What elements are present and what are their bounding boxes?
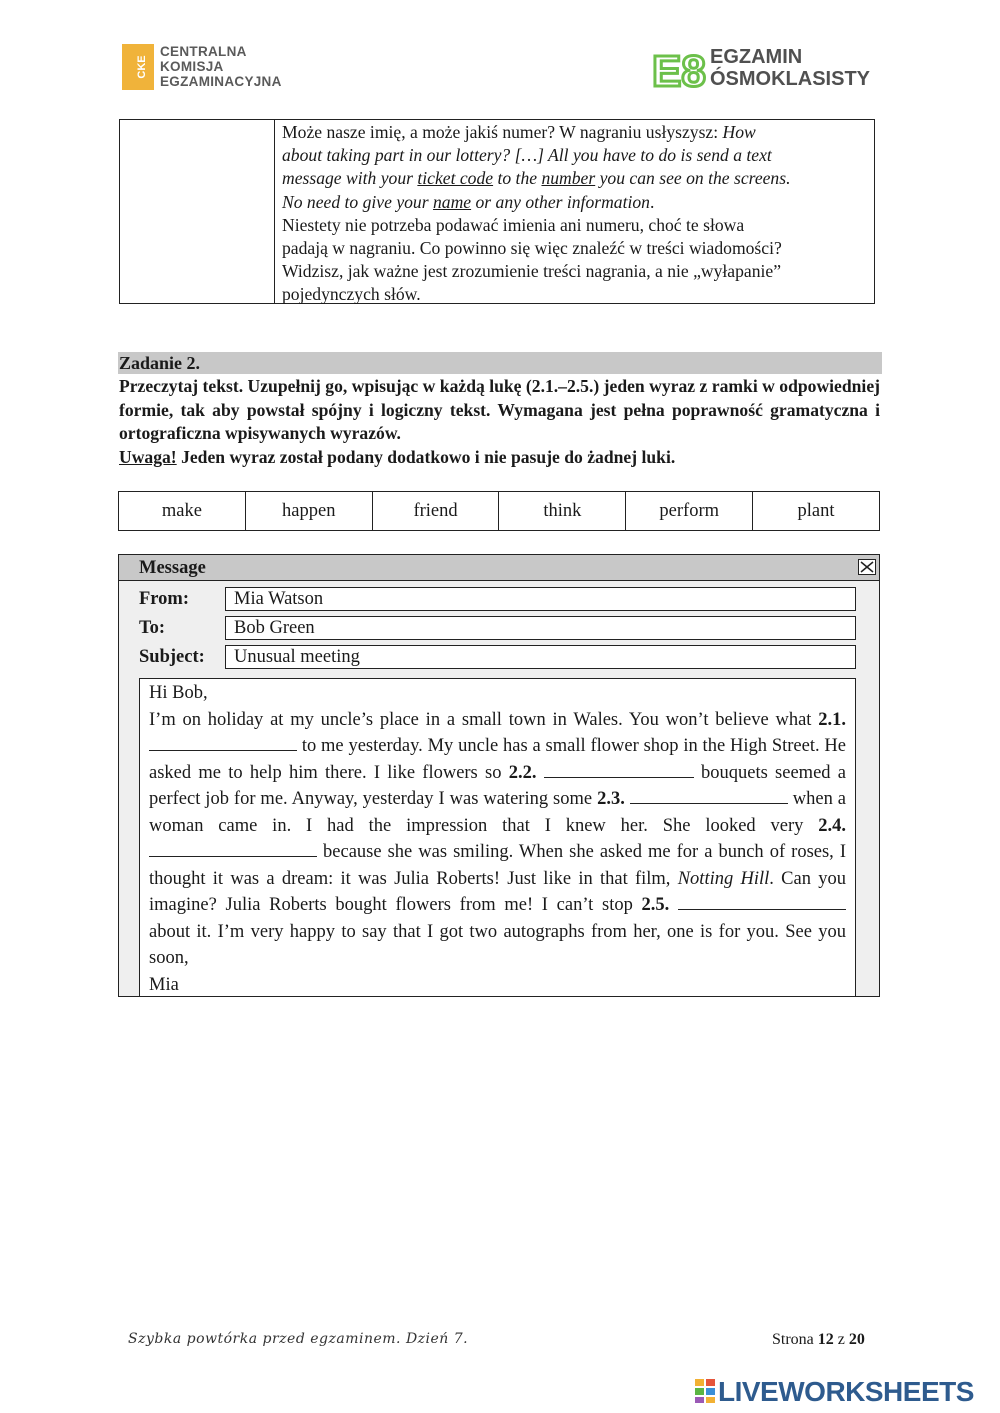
- message-window: [118, 554, 880, 997]
- word-bank-item: make: [119, 492, 246, 530]
- liveworksheets-logo: [694, 1376, 994, 1410]
- explanation-line: No need to give your name or any other information.: [282, 191, 655, 212]
- explanation-table-left-cell: [120, 120, 275, 303]
- explanation-line: Widzisz, jak ważne jest zrozumienie treści nagrania, a nie „wyłapanie”: [282, 261, 782, 282]
- cke-logo: [122, 44, 322, 92]
- footer-title: Szybka powtórka przed egzaminem. Dzień 7.: [128, 1331, 469, 1347]
- film-title: Notting Hill: [677, 868, 770, 889]
- word-bank-item: plant: [797, 501, 835, 521]
- word-bank-item: think: [499, 492, 626, 530]
- explanation-text: [282, 121, 872, 307]
- gap-number: 2.2.: [508, 762, 537, 783]
- svg-text:CKE: CKE: [136, 55, 148, 79]
- to-field: Bob Green: [225, 616, 856, 640]
- explanation-table: [119, 119, 875, 304]
- gap-2-2-input[interactable]: [544, 761, 694, 778]
- gap-2-5-input[interactable]: [678, 893, 846, 910]
- task-title: Zadanie 2.: [119, 353, 201, 373]
- gap-number: 2.4.: [818, 815, 846, 836]
- subject-field: Unusual meeting: [225, 645, 856, 669]
- e8-logo-mark: [650, 46, 706, 90]
- greeting: Hi Bob,: [149, 683, 208, 703]
- explanation-line: message with your ticket code to the number you can see on the screens.: [282, 168, 791, 189]
- note-label: Uwaga!: [119, 447, 177, 467]
- word-bank-item: happen: [246, 492, 373, 530]
- gap-2-4-input[interactable]: [149, 840, 317, 857]
- word-bank-item: perform: [626, 492, 753, 530]
- cke-logo-text: CENTRALNA KOMISJA EGZAMINACYJNA: [160, 44, 282, 89]
- explanation-line: padają w nagraniu. Co powinno się więc znaleźć w treści wiadomości?: [282, 238, 782, 259]
- message-text: [149, 680, 846, 998]
- page-number: Strona 12 z 20: [772, 1331, 865, 1348]
- message-titlebar: [119, 555, 879, 581]
- word-bank-item: friend: [373, 492, 500, 530]
- gap-2-1-input[interactable]: [149, 734, 297, 751]
- explanation-line: pojedynczych słów.: [282, 284, 421, 305]
- from-field: Mia Watson: [225, 587, 856, 611]
- close-icon[interactable]: [858, 559, 876, 575]
- gap-number: 2.3.: [597, 789, 625, 809]
- word-bank: [118, 491, 880, 531]
- e8-logo: [650, 46, 890, 92]
- to-label: To:: [139, 618, 166, 638]
- explanation-line: Niestety nie potrzeba podawać imienia ani numeru, choć te słowa: [282, 214, 745, 235]
- signature: Mia: [149, 974, 179, 995]
- gap-number: 2.5.: [641, 895, 670, 915]
- svg-text:E8: E8: [652, 47, 706, 90]
- message-title: Message: [139, 558, 206, 578]
- cke-logo-mark: [122, 44, 154, 90]
- gap-number: 2.1.: [818, 709, 846, 730]
- message-paragraph: I’m on holiday at my uncle’s place in a small town in Wales. You won’t believe what 2.1. to me yesterday. My uncle has a small flower shop in the High Street. He asked me to help him there. I like flowers so 2.2. bouquets seemed a perfect job for me. Anyway, yesterday I was watering some 2.3. when a woman came in. I had the impression that I knew her. She looked very 2.4. because she was smiling. When she asked me for a bunch of roses, I thought it was a dream: it was Julia Roberts! Just like in that film, Notting Hill. Can you imagine? Julia Roberts bought flowers from me! I can’t stop 2.5. about it. I’m very happy to say that I got two autographs from her, one is for you. See you soon,: [149, 709, 846, 968]
- task-note: Uwaga! Jeden wyraz został podany dodatkowo i nie pasuje do żadnej luki.: [119, 447, 676, 467]
- e8-logo-text: EGZAMIN ÓSMOKLASISTY: [710, 46, 871, 90]
- explanation-line: about taking part in our lottery? […] All you have to do is send a text: [282, 145, 772, 166]
- explanation-line: Może nasze imię, a może jakiś numer? W nagraniu usłyszysz: How: [282, 122, 756, 142]
- from-label: From:: [139, 589, 189, 609]
- liveworksheets-mark-icon: [694, 1378, 716, 1404]
- liveworksheets-text: LIVEWORKSHEETS: [718, 1376, 974, 1407]
- message-body: [139, 678, 856, 997]
- subject-label: Subject:: [139, 647, 205, 667]
- gap-2-3-input[interactable]: [630, 787, 788, 804]
- task-instruction: Przeczytaj tekst. Uzupełnij go, wpisując w każdą lukę (2.1.–2.5.) jeden wyraz z ramki w odpowiedniej formie, tak aby powstał spójny i logiczny tekst. Wymagana jest pełna poprawność gramatyczna i ortograficzna wpisywanych wyrazów.: [119, 376, 880, 443]
- task-title-bar: [118, 352, 882, 374]
